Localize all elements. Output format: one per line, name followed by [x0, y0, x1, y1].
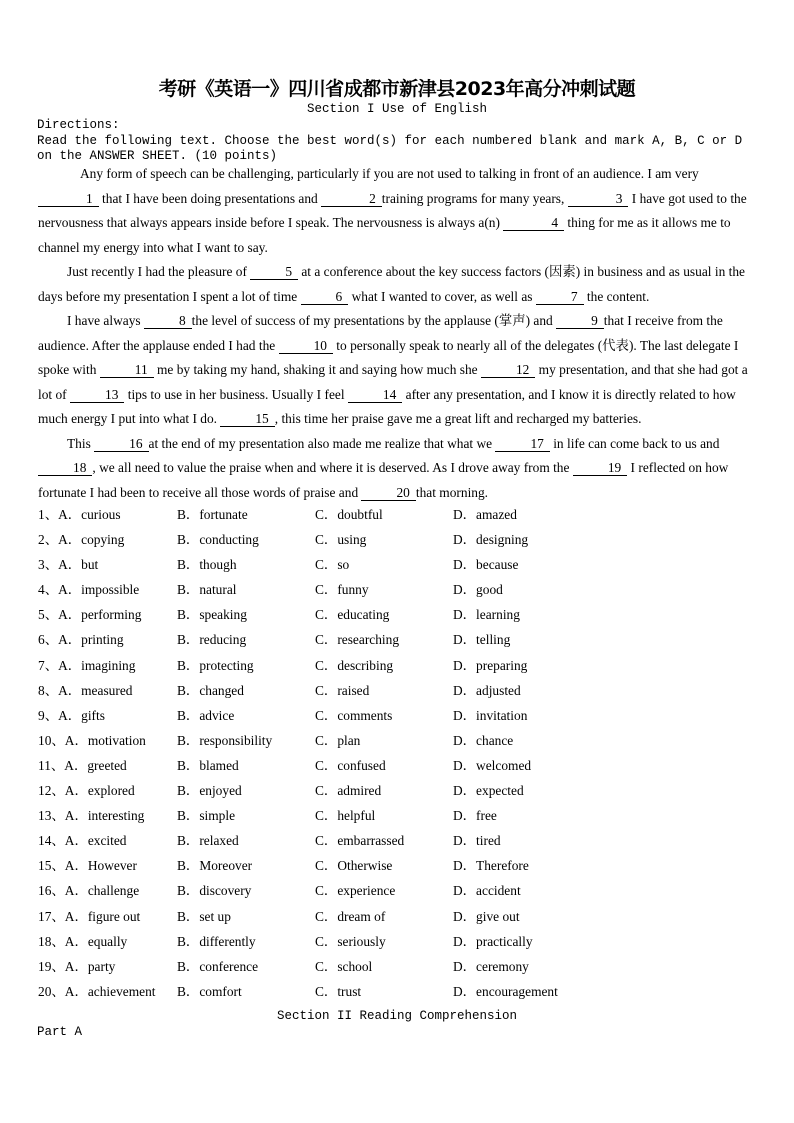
passage-paragraph-4: This 16 at the end of my presentation also made me realize that what we 17 in life can come back to us and 18 , we all need to value the praise when and where it is deserved. As I drove away from the 19 I reflected on how fortunate I had been to receive all those words of praise and 20 that morning. — [38, 435, 729, 500]
option-a: 11、A．greeted — [38, 757, 127, 773]
option-a: 18、A．equally — [38, 933, 128, 949]
option-b: B．though — [177, 557, 237, 573]
question-row — [38, 555, 758, 580]
question-row — [38, 681, 758, 706]
option-b: B．changed — [177, 682, 244, 698]
option-d: D．tired — [453, 833, 501, 849]
passage-paragraph-1: Any form of speech can be challenging, particularly if you are not used to talking in front of an audience. I am very 1 that I have been doing presentations and 2 training programs for many years, 3 I have got used to the nervousness that always appears inside before I speak. The nervousness is always a(n) 4 thing for me as it allows me to channel my energy into what I want to say. — [38, 166, 747, 255]
option-b: B．advice — [177, 707, 235, 723]
blank-15: 15 — [220, 411, 274, 427]
blank-20: 20 — [361, 485, 415, 501]
option-c: C．raised — [315, 682, 370, 698]
option-d: D．welcomed — [453, 757, 532, 773]
blank-12: 12 — [481, 362, 535, 378]
option-c: C．comments — [315, 707, 393, 723]
option-a: 1、A．curious — [38, 507, 121, 522]
question-row — [38, 731, 758, 756]
option-b: B．discovery — [177, 883, 252, 899]
question-row — [38, 505, 758, 530]
option-c: C．educating — [315, 607, 390, 623]
option-b: B．conducting — [177, 532, 259, 548]
option-c: C．so — [315, 557, 350, 573]
question-row — [38, 706, 758, 731]
option-d: D．free — [453, 808, 497, 824]
option-c: C．plan — [315, 732, 361, 748]
option-d: D．invitation — [453, 707, 528, 723]
option-b: B．relaxed — [177, 833, 239, 849]
question-row — [38, 806, 758, 831]
option-a: 6、A．printing — [38, 632, 124, 648]
option-c: C．helpful — [315, 808, 376, 824]
option-d: D．accident — [453, 883, 521, 899]
answer-options — [38, 505, 758, 1007]
option-a: 14、A．excited — [38, 833, 127, 849]
blank-1: 1 — [38, 191, 99, 207]
blank-7: 7 — [536, 289, 584, 305]
option-d: D．Therefore — [453, 858, 529, 874]
option-c: C．admired — [315, 783, 382, 799]
option-d: D．give out — [453, 908, 520, 924]
option-d: D．because — [453, 557, 519, 573]
blank-5: 5 — [250, 264, 298, 280]
option-a: 17、A．figure out — [38, 908, 141, 924]
option-d: D．ceremony — [453, 958, 529, 974]
blank-2: 2 — [321, 191, 382, 207]
option-d: D．adjusted — [453, 682, 521, 698]
option-d: D．designing — [453, 532, 529, 548]
option-c: C．doubtful — [315, 507, 383, 522]
question-row — [38, 957, 758, 982]
question-row — [38, 530, 758, 555]
option-c: C．describing — [315, 657, 394, 673]
page-title: 考研《英语一》四川省成都市新津县2023年高分冲刺试题 — [158, 78, 636, 100]
option-b: B．differently — [177, 933, 256, 949]
option-d: D．amazed — [453, 507, 517, 522]
passage-paragraph-2: Just recently I had the pleasure of 5 at a conference about the key success factors (因素) in business and as usual in the days before my presentation I spent a lot of time 6 what I wanted to cover, as well as 7 the content. — [38, 264, 745, 304]
option-c: C．trust — [315, 983, 362, 999]
option-c: C．researching — [315, 632, 400, 648]
option-a: 13、A．interesting — [38, 808, 145, 824]
option-b: B．enjoyed — [177, 783, 242, 799]
question-row — [38, 907, 758, 932]
blank-8: 8 — [144, 313, 192, 329]
option-c: C．embarrassed — [315, 833, 405, 849]
part-a-label: Part A — [37, 1025, 83, 1039]
option-a: 3、A．but — [38, 557, 99, 573]
option-c: C．Otherwise — [315, 858, 393, 874]
directions-label: Directions: — [37, 118, 120, 132]
option-d: D．practically — [453, 933, 533, 949]
option-a: 9、A．gifts — [38, 707, 105, 723]
question-row — [38, 580, 758, 605]
option-b: B．fortunate — [177, 507, 248, 522]
option-d: D．good — [453, 582, 503, 598]
option-c: C．using — [315, 532, 367, 548]
option-b: B．Moreover — [177, 858, 253, 874]
question-row — [38, 881, 758, 906]
option-b: B．reducing — [177, 632, 247, 648]
option-b: B．set up — [177, 908, 231, 924]
blank-19: 19 — [573, 460, 627, 476]
blank-6: 6 — [301, 289, 349, 305]
question-row — [38, 932, 758, 957]
option-b: B．responsibility — [177, 732, 273, 748]
option-b: B．simple — [177, 808, 236, 824]
option-a: 7、A．imagining — [38, 657, 136, 673]
blank-9: 9 — [556, 313, 604, 329]
blank-14: 14 — [348, 387, 402, 403]
blank-4: 4 — [503, 215, 564, 231]
question-row — [38, 856, 758, 881]
option-a: 15、A．However — [38, 858, 137, 874]
option-b: B．blamed — [177, 757, 239, 773]
option-c: C．seriously — [315, 933, 386, 949]
passage-paragraph-3: I have always 8 the level of success of my presentations by the applause (掌声) and 9 that I receive from the audience. After the applause ended I had the 10 to personally speak to nearly all of the delegates (代表). The last delegate I spoke with 11 me by taking my hand, shaking it and saying how much she 12 my presentation, and that she had got a lot of 13 tips to use in her business. Usually I feel 14 after any presentation, and I know it is directly related to how much energy I put into what I do. 15 , this time her praise gave me a great lift and recharged my batteries. — [38, 313, 748, 426]
option-a: 8、A．measured — [38, 682, 133, 698]
question-row — [38, 605, 758, 630]
option-a: 10、A．motivation — [38, 732, 146, 748]
question-row — [38, 831, 758, 856]
option-a: 20、A．achievement — [38, 983, 156, 999]
blank-17: 17 — [495, 436, 549, 452]
option-d: D．preparing — [453, 657, 528, 673]
option-d: D．encouragement — [453, 983, 558, 999]
option-a: 4、A．impossible — [38, 582, 140, 598]
question-row — [38, 781, 758, 806]
section-1-heading: Section I Use of English — [306, 102, 488, 116]
directions-text: Read the following text. Choose the best word(s) for each numbered blank and mark A, B, C or D on the ANSWER SHEET. (10 points) — [37, 134, 743, 163]
option-b: B．protecting — [177, 657, 254, 673]
option-a: 12、A．explored — [38, 783, 135, 799]
option-c: C．dream of — [315, 908, 386, 924]
question-row — [38, 630, 758, 655]
blank-13: 13 — [70, 387, 124, 403]
cloze-passage — [38, 162, 758, 505]
blank-18: 18 — [38, 460, 92, 476]
option-b: B．natural — [177, 582, 237, 598]
blank-11: 11 — [100, 362, 154, 378]
question-row — [38, 982, 758, 1007]
option-c: C．experience — [315, 883, 396, 899]
option-a: 19、A．party — [38, 958, 116, 974]
option-a: 2、A．copying — [38, 532, 125, 548]
option-b: B．comfort — [177, 983, 242, 999]
blank-10: 10 — [279, 338, 333, 354]
option-b: B．conference — [177, 958, 259, 974]
option-a: 16、A．challenge — [38, 883, 140, 899]
question-row — [38, 656, 758, 681]
option-c: C．confused — [315, 757, 386, 773]
option-d: D．chance — [453, 732, 514, 748]
option-c: C．funny — [315, 582, 369, 598]
option-b: B．speaking — [177, 607, 247, 623]
option-a: 5、A．performing — [38, 607, 142, 623]
option-d: D．expected — [453, 783, 524, 799]
section-2-heading: Section II Reading Comprehension — [276, 1009, 518, 1023]
option-c: C．school — [315, 958, 373, 974]
option-d: D．learning — [453, 607, 520, 623]
blank-16: 16 — [94, 436, 148, 452]
option-d: D．telling — [453, 632, 511, 648]
blank-3: 3 — [568, 191, 629, 207]
question-row — [38, 756, 758, 781]
